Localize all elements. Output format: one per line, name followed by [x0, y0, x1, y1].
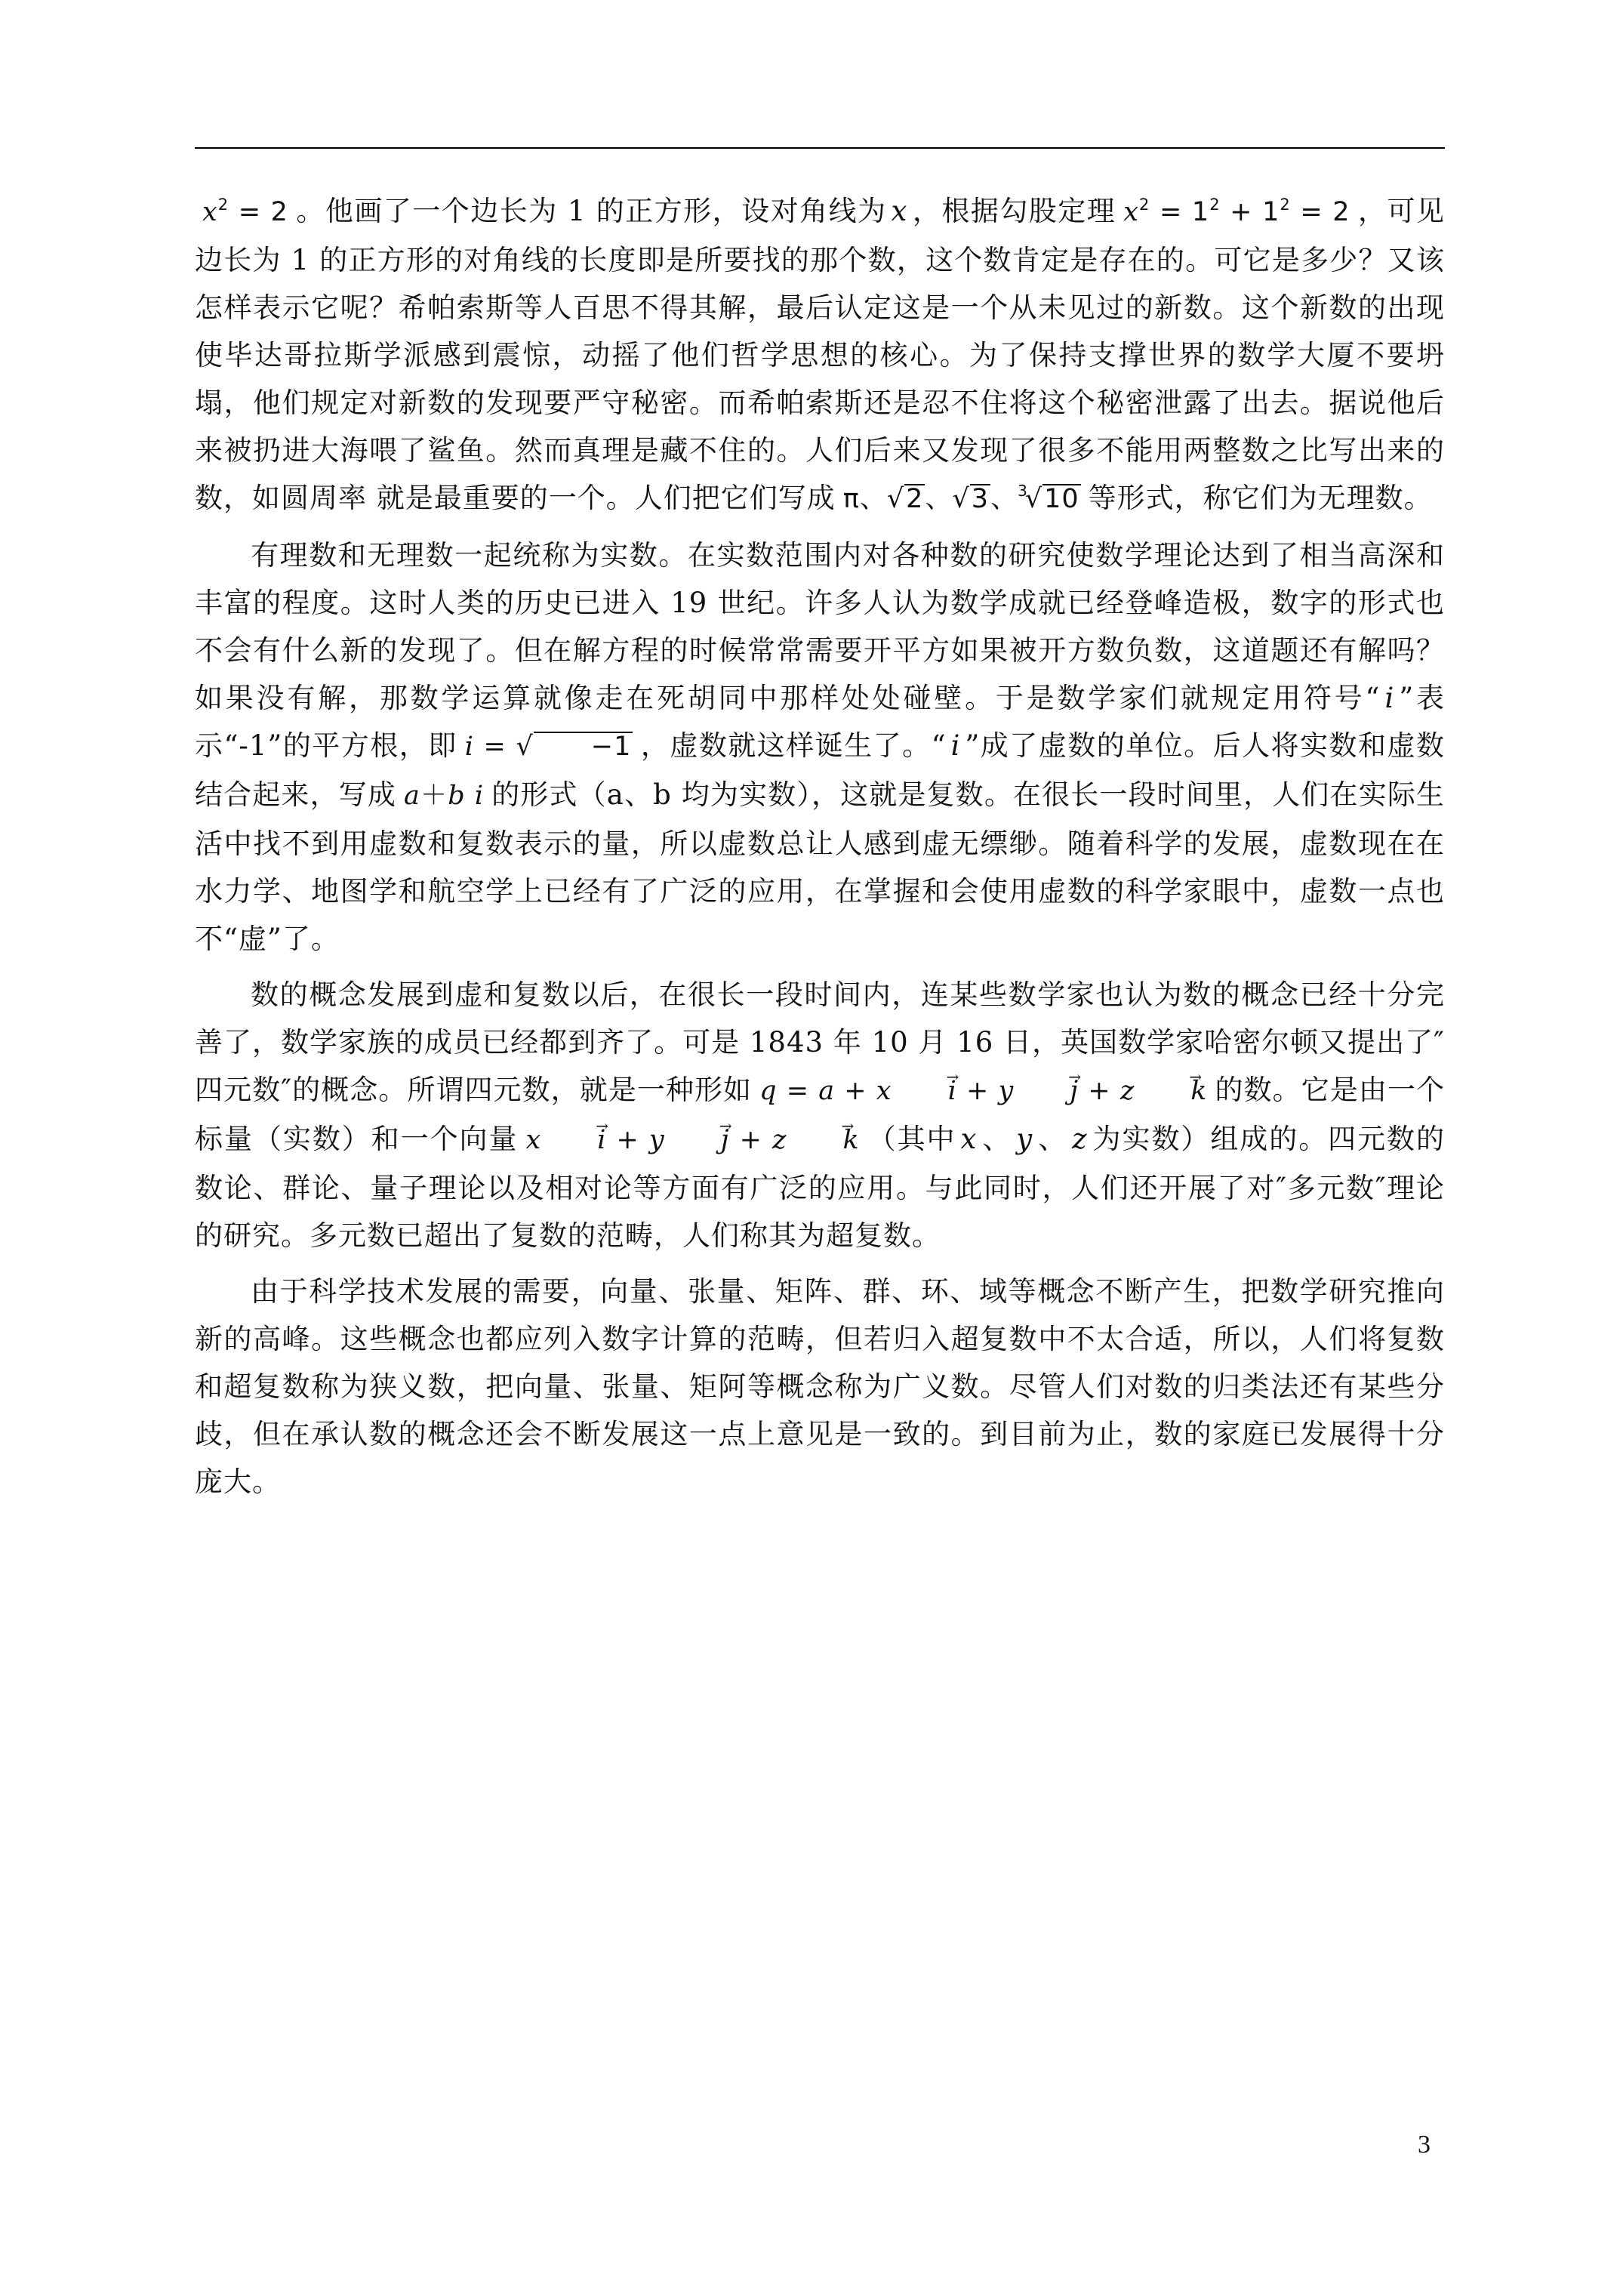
text: ”表示“-1”的平方根，即	[195, 682, 1446, 762]
variable-x: x	[960, 1123, 978, 1155]
variable-x: x	[891, 195, 908, 227]
sqrt-2: √2	[886, 484, 924, 514]
paragraph-4: 由于科学技术发展的需要，向量、张量、矩阵、群、环、域等概念不断产生，把数学研究推向新的高峰。这些概念也都应列入数字计算的范畴，但若归入超复数中不太合适，所以，人们将复数和超复数称为狭义数，把向量、张量、矩阿等概念称为广义数。尽管人们对数的归类法还有某些分歧，但在承认数的概念还会不断发展这一点上意见是一致的。到目前为止，数的家庭已发展得十分庞大。	[195, 1275, 1445, 1498]
text: ，根据勾股定理	[912, 195, 1116, 227]
complex-form: a＋b i	[404, 781, 485, 811]
text: 为实数）组成的。四元数的数论、群论、量子理论以及相对论等方面有广泛的应用。与此同时，人们还开展了对″多元数″理论的研究。多元数已超出了复数的范畴，人们称其为超复数。	[195, 1123, 1446, 1252]
irrational-list: π、√2、√3、$^3$√10	[836, 484, 1089, 514]
paragraph-1	[195, 187, 1445, 523]
text: 的数。它是由一个标量（实数）和一个向量	[195, 1074, 1446, 1155]
variable-y: y	[1016, 1123, 1033, 1155]
page-number: 3	[1418, 2131, 1431, 2159]
page-body	[195, 187, 1445, 1505]
text: 等形式，称它们为无理数。	[1088, 482, 1433, 514]
equation-pythagoras: $x^2 = 1^2 + 1^2 = 2$	[1123, 196, 1350, 227]
equation-i-sqrt-minus-one: i = √ −1	[464, 732, 632, 762]
text: 数的概念发展到虚和复数以后，在很长一段时间内，连某些数学家也认为数的概念已经十分完善了，数学家族的成员已经都到齐了。可是 1843 年 10 月 16 日，英国数学家哈密尔顿又提出了″四元数″的概念。所谓四元数，就是一种形如	[195, 978, 1445, 1106]
text: 。他画了一个边长为 1 的正方形，设对角线为	[295, 195, 887, 227]
paragraph-3: 数的概念发展到虚和复数以后，在很长一段时间内，连某些数学家也认为数的概念已经十分完善了，数学家族的成员已经都到齐了。可是 1843 年 10 月 16 日，英国数学家哈密尔顿又提出了″四元数″的概念。所谓四元数，就是一种形如 q = a + x i → + y j → + z k → 的数。它是由一个标量（实数）和一个向量 x i → + y j → + z k → （其中 x 、 y 、 z 为实数）组成的。四元数的数论、群论、量子理论以及相对论等方面有广泛的应用。与此同时，人们还开展了对″多元数″理论的研究。多元数已超出了复数的范畴，人们称其为超复数。	[195, 971, 1445, 1259]
equation-x-squared: $x^2 = 2$	[202, 196, 288, 227]
text: （其中	[867, 1123, 956, 1155]
imaginary-unit: i	[1384, 682, 1395, 714]
header-rule	[195, 147, 1445, 149]
text: 有理数和无理数一起统称为实数。在实数范围内对各种数的研究使数学理论达到了相当高深和丰富的程度。这时人类的历史已进入 19 世纪。许多人认为数学成就已经登峰造极，数字的形式也不会有什么新的发现了。但在解方程的时候常常需要开平方如果被开方数负数，这道题还有解吗？如果没有解，那数学运算就像走在死胡同中那样处处碰壁。于是数学家们就规定用符号“	[195, 539, 1445, 714]
equation-quaternion: q = a + x i → + y j → + z k →	[752, 1076, 1215, 1106]
cube-root-10: $^3$√10	[1018, 482, 1079, 514]
sqrt-3: √3	[952, 484, 990, 514]
imaginary-unit: i	[950, 729, 961, 762]
text: 的形式（a、b 均为实数），这就是复数。在很长一段时间里，人们在实际生活中找不到用虚数和复数表示的量，所以虚数总让人感到虚无缥缈。随着科学的发展，虚数现在在水力学、地图学和航空学上已经有了广泛的应用，在掌握和会使用虚数的科学家眼中，虚数一点也不“虚”了。	[195, 778, 1445, 955]
text: ，可见边长为 1 的正方形的对角线的长度即是所要找的那个数，这个数肯定是存在的。可它是多少？又该怎样表示它呢？希帕索斯等人百思不得其解，最后认定这是一个从未见过的新数。这个新数的出现使毕达哥拉斯学派感到震惊，动摇了他们哲学思想的核心。为了保持支撑世界的数学大厦不要坍塌，他们规定对新数的发现要严守秘密。而希帕索斯还是忍不住将这个秘密泄露了出去。据说他后来被扔进大海喂了鲨鱼。然而真理是藏不住的。人们后来又发现了很多不能用两整数之比写出来的数，如圆周率 就是最重要的一个。人们把它们写成	[195, 195, 1445, 514]
paragraph-2	[195, 532, 1445, 963]
text: ，虚数就这样诞生了。“	[640, 729, 947, 762]
equation-vector: x i → + y j → + z k →	[518, 1125, 867, 1155]
variable-z: z	[1072, 1123, 1088, 1155]
pi-symbol: π	[842, 484, 860, 514]
text: ”成了虚数的单位。后人将实数和虚数结合起来，写成	[195, 729, 1445, 811]
